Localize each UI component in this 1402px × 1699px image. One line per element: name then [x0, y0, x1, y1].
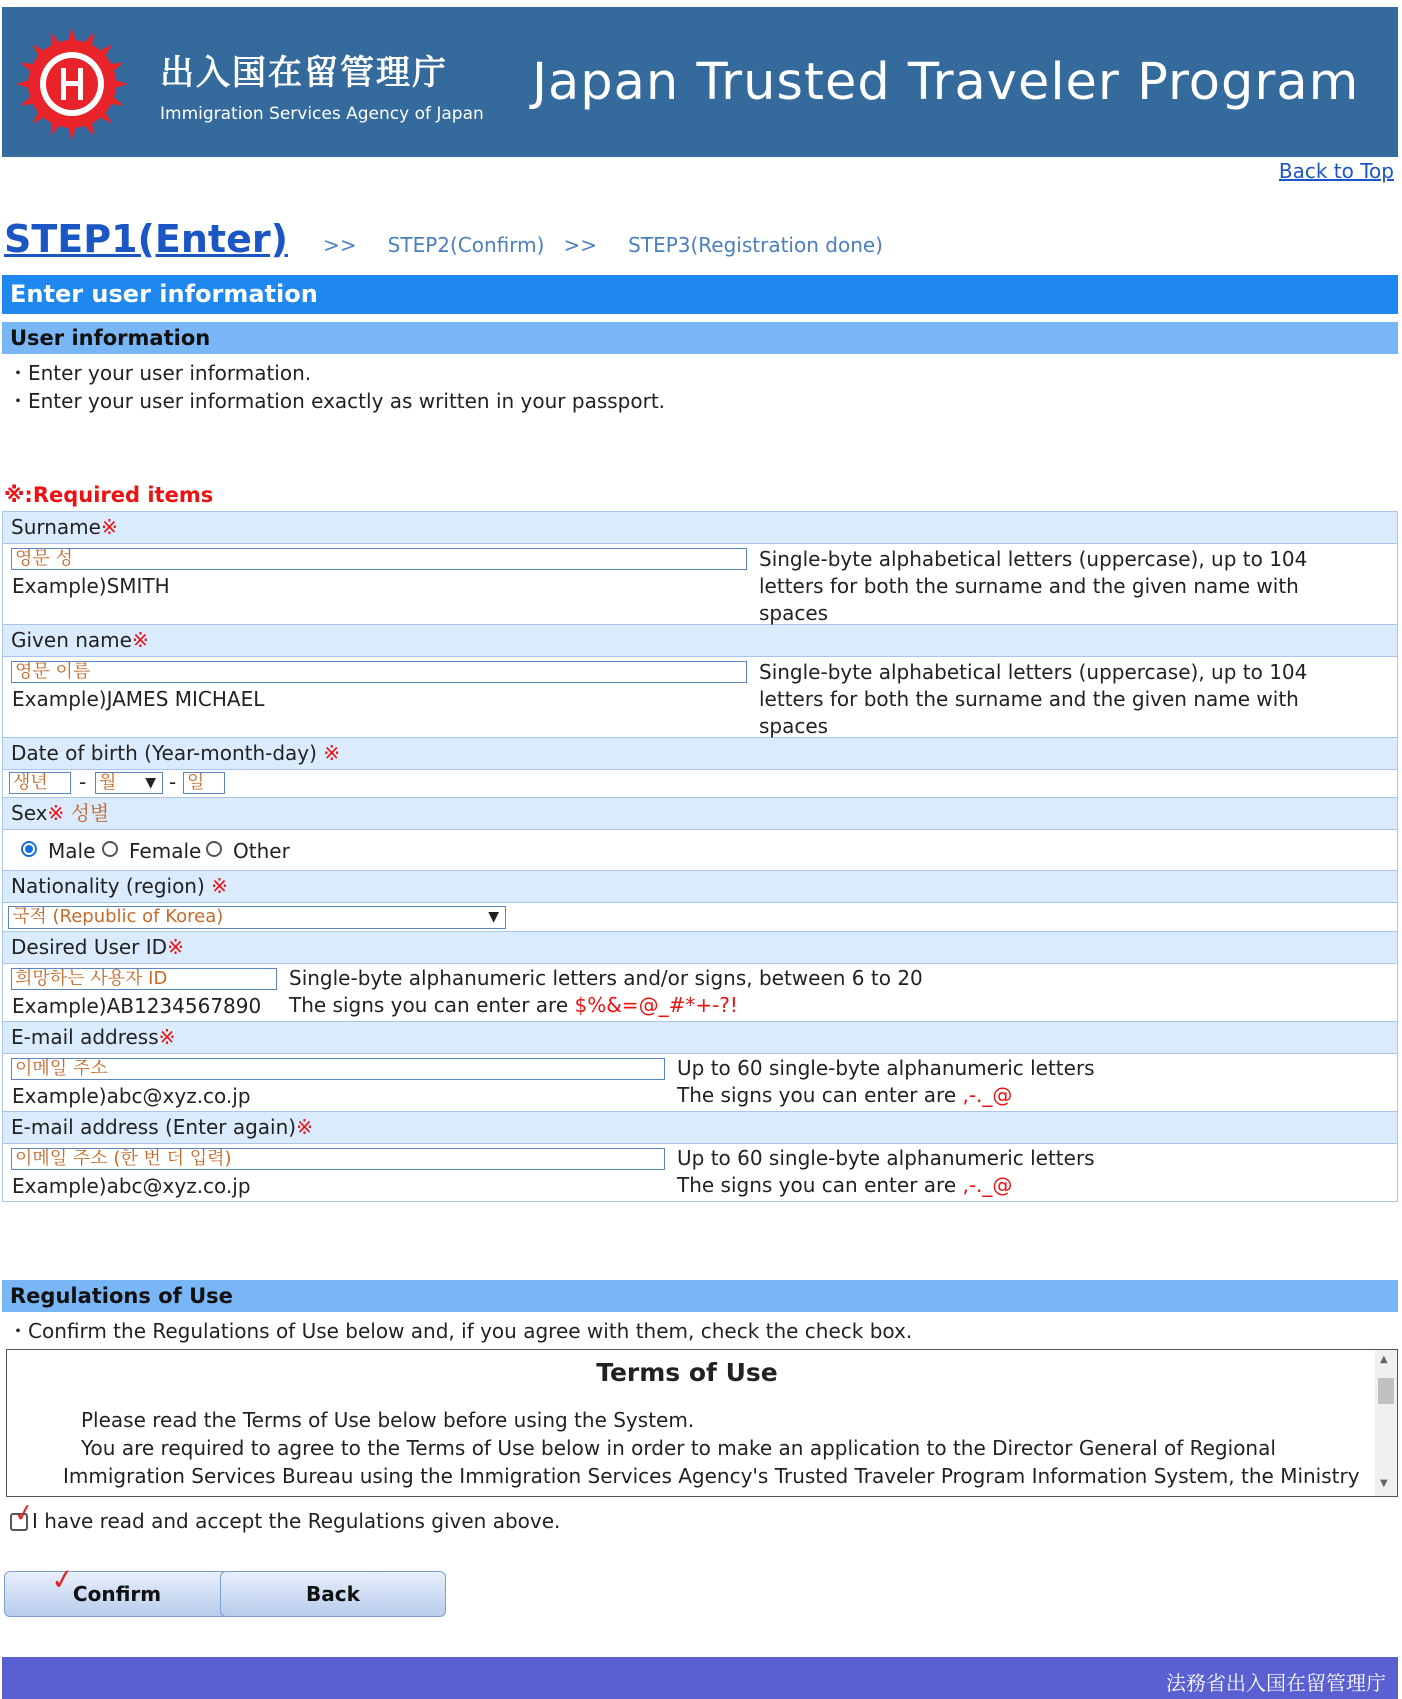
back-to-top-link[interactable]: Back to Top [1278, 159, 1394, 183]
step-indicator [4, 217, 883, 261]
radio-male-label[interactable]: Male [48, 839, 96, 863]
dob-label-row [3, 738, 1397, 770]
checkmark-icon: ✓ [48, 1561, 77, 1598]
sex-label-ko: 성별 [70, 801, 110, 825]
accept-label[interactable]: I have read and accept the Regulations given above. [32, 1509, 561, 1533]
footer-text: 法務省出入国在留管理庁 [1166, 1671, 1386, 1695]
step1-current: STEP1(Enter) [4, 217, 288, 261]
agency-name-ja: 出入国在留管理庁 [160, 53, 448, 93]
required-mark: ※ [100, 515, 118, 539]
user-id-example: Example)AB1234567890 [12, 994, 262, 1018]
given-name-field-row [3, 657, 1397, 738]
scroll-up-icon[interactable]: ▲ [1380, 1354, 1388, 1365]
dob-month-select[interactable]: 월 ▼ [95, 772, 163, 794]
required-mark: ※ [211, 874, 228, 898]
sex-label: Sex [11, 801, 48, 825]
radio-other-label[interactable]: Other [233, 839, 290, 863]
given-name-example: Example)JAMES MICHAEL [12, 687, 265, 711]
surname-input[interactable]: 영문 성 [11, 548, 747, 570]
email-confirm-input[interactable]: 이메일 주소 (한 번 더 입력) [11, 1148, 665, 1170]
scroll-thumb[interactable] [1378, 1378, 1394, 1404]
surname-hint: Single-byte alphabetical letters (uppercase), up to 104 letters for both the surname and the given name with spaces [759, 547, 1308, 625]
agency-name-en: Immigration Services Agency of Japan [160, 104, 484, 124]
email-label-row [3, 1022, 1397, 1054]
nationality-field-row [3, 903, 1397, 932]
dob-label: Date of birth (Year-month-day) [11, 741, 317, 765]
nationality-label-row [3, 871, 1397, 903]
surname-field-row [3, 544, 1397, 625]
program-title: Japan Trusted Traveler Program [532, 53, 1360, 112]
required-mark: ※ [323, 741, 341, 765]
email-label: E-mail address [11, 1025, 159, 1049]
email-confirm-label: E-mail address (Enter again) [11, 1115, 297, 1139]
email-confirm-field-row [3, 1144, 1397, 1201]
radio-female-label[interactable]: Female [129, 839, 202, 863]
terms-paragraph: You are required to agree to the Terms of Use below in order to make an application to the Director General of Regional [81, 1436, 1276, 1460]
radio-female[interactable] [102, 841, 118, 857]
required-mark: ※ [167, 935, 184, 959]
site-footer [2, 1657, 1398, 1699]
user-info-bullet: ・Enter your user information. [8, 361, 312, 385]
radio-male[interactable] [21, 841, 37, 857]
dob-field-row [3, 770, 1397, 798]
regulations-section-title: Regulations of Use [2, 1280, 1398, 1312]
email-input[interactable]: 이메일 주소 [11, 1058, 665, 1080]
required-mark: ※ [158, 1025, 176, 1049]
required-items-legend: ※:Required items [4, 483, 214, 507]
given-name-label-row [3, 625, 1397, 657]
dob-dash: - [169, 770, 177, 794]
surname-label-row [3, 512, 1397, 544]
given-name-label: Given name [11, 628, 132, 652]
nationality-select[interactable]: 국적 (Republic of Korea) ▼ [8, 906, 506, 929]
chevron-down-icon: ▼ [488, 909, 499, 925]
required-mark: ※ [47, 801, 65, 825]
step2: STEP2(Confirm) [387, 233, 545, 257]
radio-other[interactable] [206, 841, 222, 857]
surname-example: Example)SMITH [12, 574, 170, 598]
sex-field-row [3, 830, 1397, 871]
required-mark: ※ [296, 1115, 313, 1139]
scroll-down-icon[interactable]: ▼ [1380, 1478, 1388, 1489]
back-button[interactable]: Back [220, 1571, 446, 1617]
required-mark: ※ [131, 628, 149, 652]
confirm-button[interactable]: ✓ Confirm [4, 1571, 230, 1617]
step-separator: >> [563, 233, 598, 257]
step-separator: >> [323, 233, 357, 257]
regulations-bullet: ・Confirm the Regulations of Use below and, if you agree with them, check the check box. [8, 1319, 913, 1343]
dob-year-input[interactable]: 생년 [9, 772, 71, 794]
user-info-form [2, 511, 1398, 1202]
email-confirm-hint: Up to 60 single-byte alphanumeric letters The signs you can enter are ,-._@ [677, 1146, 1095, 1197]
given-name-input[interactable]: 영문 이름 [11, 661, 747, 683]
sex-label-row [3, 798, 1397, 830]
step3: STEP3(Registration done) [628, 233, 883, 257]
email-confirm-label-row [3, 1112, 1397, 1144]
terms-scrollbar[interactable] [1375, 1350, 1397, 1496]
email-hint: Up to 60 single-byte alphanumeric letters The signs you can enter are ,-._@ [677, 1056, 1095, 1107]
terms-of-use-box[interactable] [6, 1349, 1398, 1497]
surname-label: Surname [11, 515, 101, 539]
user-id-input[interactable]: 희망하는 사용자 ID [11, 968, 277, 990]
given-name-hint: Single-byte alphabetical letters (uppercase), up to 104 letters for both the surname and the given name with spaces [759, 660, 1308, 738]
user-info-bullet: ・Enter your user information exactly as written in your passport. [8, 389, 666, 413]
page-title-bar: Enter user information [2, 275, 1398, 314]
terms-paragraph: Immigration Services Bureau using the Immigration Services Agency's Trusted Traveler Program Information System, the Ministry [63, 1464, 1360, 1488]
dob-day-input[interactable]: 일 [183, 772, 225, 794]
email-example: Example)abc@xyz.co.jp [12, 1084, 251, 1108]
terms-title: Terms of Use [596, 1358, 778, 1387]
email-field-row [3, 1054, 1397, 1112]
terms-paragraph: Please read the Terms of Use below before using the System. [81, 1408, 695, 1432]
chevron-down-icon: ▼ [145, 775, 156, 791]
nationality-label: Nationality (region) [11, 874, 205, 898]
user-id-label: Desired User ID [11, 935, 168, 959]
user-info-section-title: User information [2, 322, 1398, 354]
email-confirm-example: Example)abc@xyz.co.jp [12, 1174, 251, 1198]
agency-emblem-icon [16, 28, 128, 140]
user-id-hint: Single-byte alphanumeric letters and/or signs, between 6 to 20 The signs you can enter are $%&=@_#*+-?! [289, 966, 923, 1017]
user-id-label-row [3, 932, 1397, 964]
user-id-field-row [3, 964, 1397, 1022]
dob-dash: - [79, 770, 87, 794]
site-header [2, 7, 1398, 157]
checkmark-icon: ✓ [11, 1497, 37, 1529]
page [2, 7, 1398, 1695]
